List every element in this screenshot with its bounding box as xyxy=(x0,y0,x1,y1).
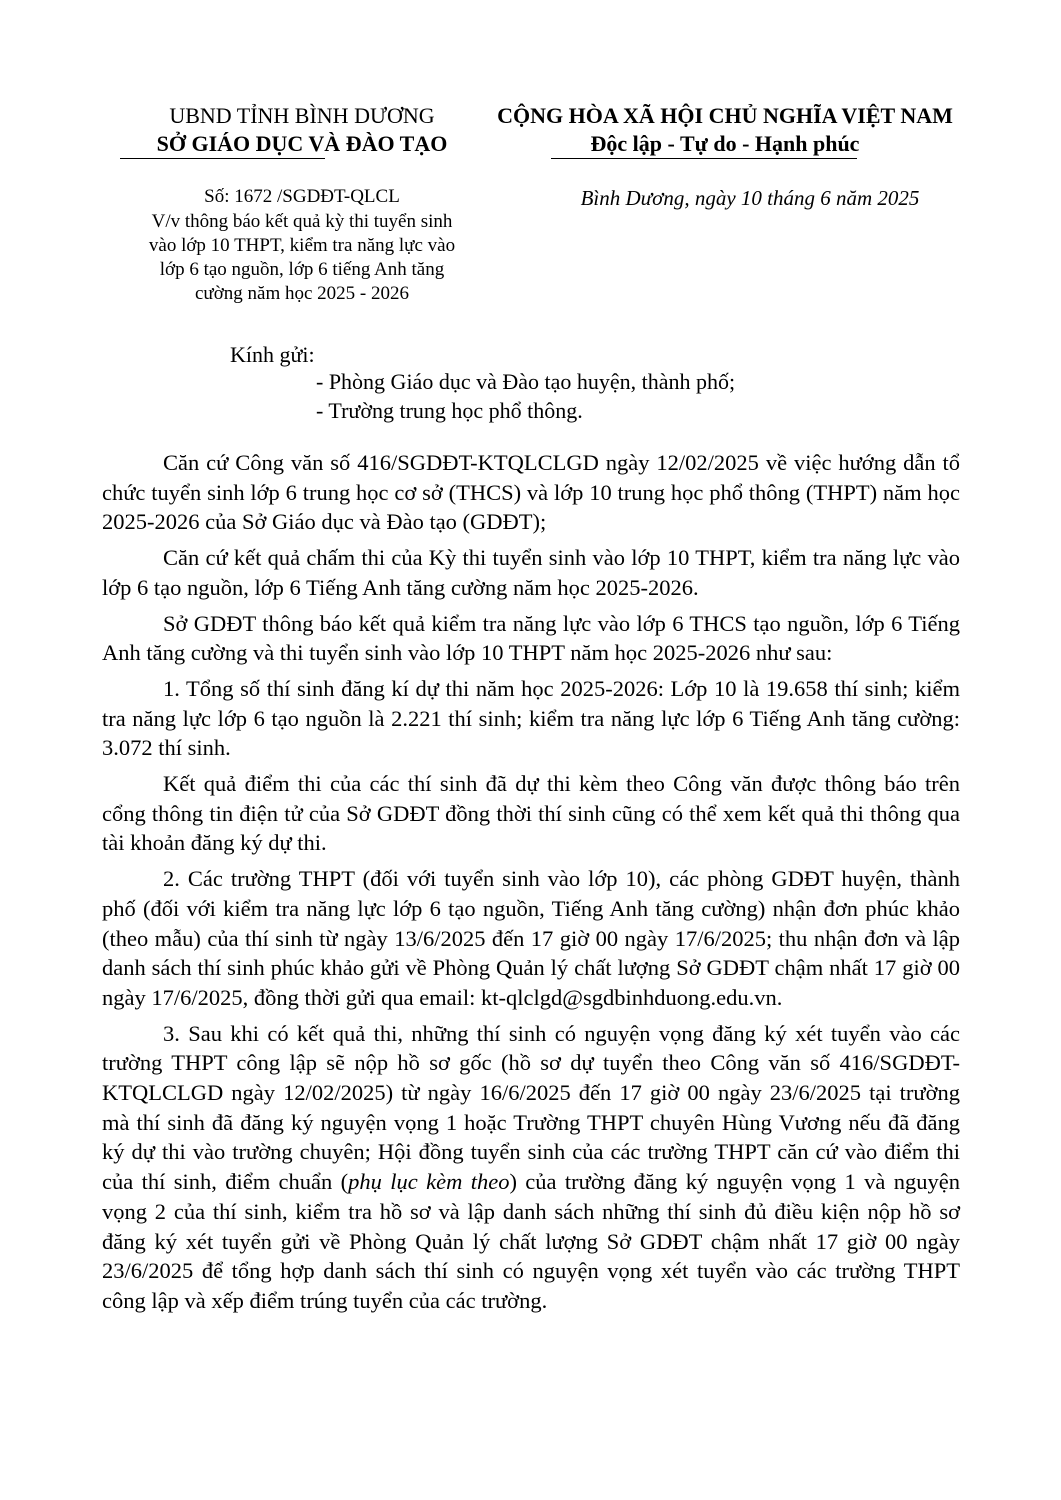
body-paragraph: Sở GDĐT thông báo kết quả kiểm tra năng lực vào lớp 6 THCS tạo nguồn, lớp 6 Tiếng Anh tăng cường và thi tuyển sinh vào lớp 10 THPT năm học 2025-2026 như sau: xyxy=(102,610,960,666)
agency-name: UBND TỈNH BÌNH DƯƠNG xyxy=(169,103,435,128)
subject-line: vào lớp 10 THPT, kiểm tra năng lực vào xyxy=(148,235,456,256)
subject-line: lớp 6 tạo nguồn, lớp 6 tiếng Anh tăng xyxy=(159,259,445,280)
body-paragraph: Kết quả điểm thi của các thí sinh đã dự thi kèm theo Công văn được thông báo trên cổng thông tin điện tử của Sở GDĐT đồng thời thí sinh cũng có thể xem kết quả thi thông qua tài khoản đăng ký dự thi. xyxy=(102,771,960,856)
department-name: SỞ GIÁO DỤC VÀ ĐÀO TẠO xyxy=(156,131,448,156)
subject-line: V/v thông báo kết quả kỳ thi tuyển sinh xyxy=(151,211,453,232)
document-number: Số: 1672 /SGDĐT-QLCL xyxy=(204,186,400,207)
recipient-item: - Phòng Giáo dục và Đào tạo huyện, thành phố; xyxy=(316,369,736,394)
body-text: ) của trường đăng ký nguyện vọng 1 và nguyện vọng 2 của thí sinh, kiểm tra hồ sơ và lập danh sách những thí sinh đủ điều kiện nộp hồ sơ đăng ký xét tuyển gửi về Phòng Quản lý chất lượng Sở GDĐT chậm nhất 17 giờ 00 ngày 23/6/2025 để tổng hợp danh sách thí sinh có nguyện vọng xét tuyển vào các trường THPT công lập và xếp điểm trúng tuyển của các trường. xyxy=(102,1169,960,1313)
issuer-block xyxy=(92,102,512,158)
place-date: Bình Dương, ngày 10 tháng 6 năm 2025 xyxy=(580,186,920,210)
subject-line: cường năm học 2025 - 2026 xyxy=(194,283,409,304)
document-subject xyxy=(92,210,512,306)
document-body xyxy=(102,448,960,1322)
country-name: CỘNG HÒA XÃ HỘI CHỦ NGHĨA VIỆT NAM xyxy=(497,103,953,128)
body-paragraph: 2. Các trường THPT (đối với tuyển sinh vào lớp 10), các phòng GDĐT huyện, thành phố (đối với kiểm tra năng lực lớp 6 tạo nguồn, Tiếng Anh tăng cường) nhận đơn phúc khảo (theo mẫu) của thí sinh từ ngày 13/6/2025 đến 17 giờ 00 ngày 17/6/2025; thu nhận đơn và lập danh sách thí sinh phúc khảo gửi về Phòng Quản lý chất lượng Sở GDĐT chậm nhất 17 giờ 00 ngày 17/6/2025, đồng thời gửi qua email: kt-qlclgd@sgdbinhduong.edu.vn. xyxy=(102,866,960,1010)
recipient-item: - Trường trung học phổ thông. xyxy=(316,398,583,423)
body-paragraph: 1. Tổng số thí sinh đăng kí dự thi năm học 2025-2026: Lớp 10 là 19.658 thí sinh; kiểm tra năng lực lớp 6 tạo nguồn là 2.221 thí sinh; kiểm tra năng lực lớp 6 Tiếng Anh tăng cường: 3.072 thí sinh. xyxy=(102,675,960,761)
issuer-underline xyxy=(120,158,325,159)
appendix-reference: phụ lục kèm theo xyxy=(348,1169,510,1195)
body-paragraph: Căn cứ Công văn số 416/SGDĐT-KTQLCLGD ngày 12/02/2025 về việc hướng dẫn tổ chức tuyển sinh lớp 6 trung học cơ sở (THCS) và lớp 10 trung học phổ thông (THPT) năm học 2025-2026 của Sở Giáo dục và Đào tạo (GDĐT); xyxy=(102,450,960,535)
body-text: 3. Sau khi có kết quả thi, những thí sinh có nguyện vọng đăng ký xét tuyển vào các trường THPT công lập sẽ nộp hồ sơ gốc (hồ sơ dự tuyển theo Công văn số 416/SGDĐT-KTQLCLGD ngày 12/02/2025) từ ngày 16/6/2025 đến 17 giờ 00 ngày 23/6/2025 tại trường mà thí sinh đã đăng ký nguyện vọng 1 hoặc Trường THPT chuyên Hùng Vương nếu đã đăng ký dự thi vào trường chuyên; Hội đồng tuyển sinh của các trường THPT căn cứ vào điểm thi của thí sinh, điểm chuẩn ( xyxy=(102,1020,960,1195)
national-header xyxy=(455,102,995,158)
body-paragraph: Căn cứ kết quả chấm thi của Kỳ thi tuyển sinh vào lớp 10 THPT, kiểm tra năng lực vào lớp 6 tạo nguồn, lớp 6 Tiếng Anh tăng cường năm học 2025-2026. xyxy=(102,545,960,600)
national-motto: Độc lập - Tự do - Hạnh phúc xyxy=(590,131,860,156)
recipients-label: Kính gửi: xyxy=(230,342,315,367)
body-paragraph xyxy=(102,1019,960,1316)
motto-underline xyxy=(551,158,857,159)
